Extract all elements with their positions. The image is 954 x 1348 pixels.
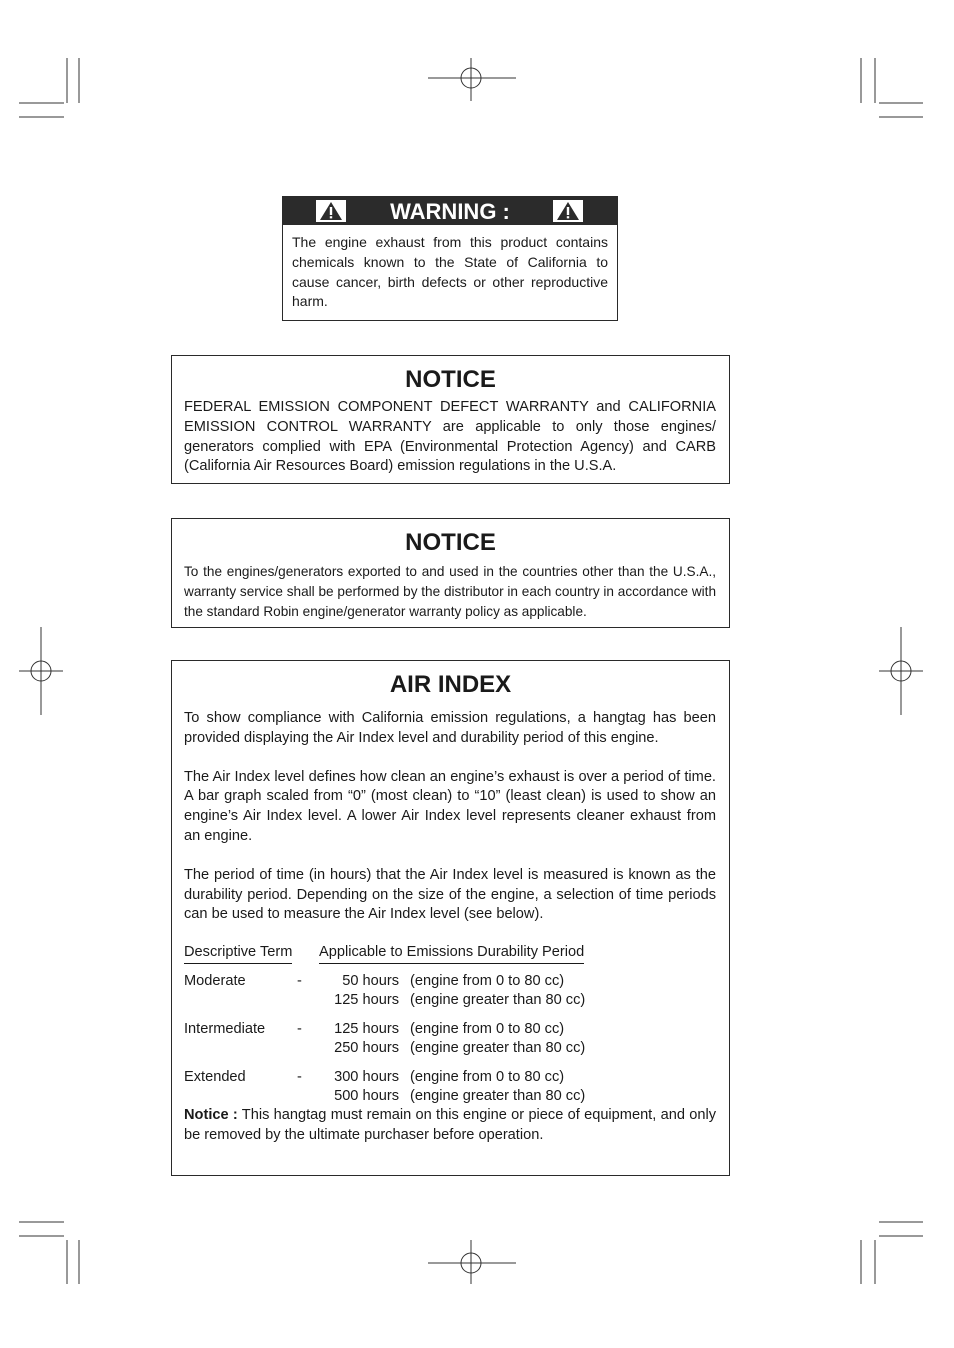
hours-value: 125 hours bbox=[334, 1021, 399, 1038]
table-row bbox=[184, 973, 716, 1013]
hours-value: 250 hours bbox=[334, 1040, 399, 1057]
air-index-box bbox=[171, 660, 730, 1176]
registration-mark-icon bbox=[428, 58, 516, 101]
air-index-paragraph: The period of time (in hours) that the Air Index level is measured is known as the durability period. Depending on the size of the engine, a selection of time periods can be used to measure the Air Index level (see below). bbox=[184, 866, 716, 923]
hangtag-notice bbox=[184, 1106, 716, 1146]
air-index-title: AIR INDEX bbox=[389, 671, 512, 698]
notice-title: NOTICE bbox=[405, 366, 496, 393]
warning-title: WARNING : bbox=[390, 199, 510, 224]
air-index-paragraph: The Air Index level defines how clean an engine’s exhaust is over a period of time. A bar graph scaled from “0” (most clean) to “10” (least clean) is used to show an engine’s Air Index level. A lower Air Index level represents cleaner exhaust from an engine. bbox=[184, 768, 716, 844]
durability-table bbox=[184, 944, 716, 1106]
term-dash: - bbox=[297, 1021, 302, 1038]
engine-size-desc: (engine greater than 80 cc) bbox=[410, 1088, 586, 1105]
table-header-period: Applicable to Emissions Durability Period bbox=[319, 944, 584, 964]
hours-value: 125 hours bbox=[334, 992, 399, 1009]
hangtag-notice-label: Notice : bbox=[184, 1107, 238, 1124]
term-dash: - bbox=[297, 1069, 302, 1086]
hours-value: 500 hours bbox=[334, 1088, 399, 1105]
hours-value: 50 hours bbox=[342, 973, 399, 990]
warning-header bbox=[283, 197, 617, 225]
table-row bbox=[184, 1069, 716, 1109]
air-index-paragraph: To show compliance with California emission regulations, a hangtag has been provided displaying the Air Index level and durability period of this engine. bbox=[184, 710, 716, 746]
notice-title: NOTICE bbox=[405, 529, 496, 556]
term-label: Extended bbox=[184, 1069, 246, 1086]
engine-size-desc: (engine greater than 80 cc) bbox=[410, 1040, 586, 1057]
export-notice-box bbox=[171, 518, 730, 628]
hangtag-notice-text: This hangtag must remain on this engine or piece of equipment, and only be removed by the ultimate purchaser before operation. bbox=[184, 1107, 717, 1143]
table-header-term: Descriptive Term bbox=[184, 944, 292, 964]
term-dash: - bbox=[297, 973, 302, 990]
federal-notice-text: FEDERAL EMISSION COMPONENT DEFECT WARRANTY and CALIFORNIA EMISSION CONTROL WARRANTY are applicable to only those engines/ generators complied with EPA (Environmental Protection Agency) and CARB (California Air Resources Board) emission regulations in the U.S.A. bbox=[184, 399, 716, 475]
term-label: Intermediate bbox=[184, 1021, 266, 1038]
engine-size-desc: (engine greater than 80 cc) bbox=[410, 992, 586, 1009]
table-row bbox=[184, 1021, 716, 1061]
engine-size-desc: (engine from 0 to 80 cc) bbox=[410, 973, 565, 990]
term-label: Moderate bbox=[184, 973, 246, 990]
warning-box bbox=[282, 196, 618, 321]
export-notice-text: To the engines/generators exported to and used in the countries other than the U.S.A., warranty service shall be performed by the distributor in each country in accordance with the standard Robin engine/generator warranty policy as applicable. bbox=[184, 564, 716, 619]
federal-notice-box bbox=[171, 355, 730, 484]
warning-triangle-icon bbox=[553, 200, 583, 222]
warning-text: The engine exhaust from this product contains chemicals known to the State of California to cause cancer, birth defects or other reproductive harm. bbox=[292, 234, 608, 310]
engine-size-desc: (engine from 0 to 80 cc) bbox=[410, 1069, 565, 1086]
hours-value: 300 hours bbox=[334, 1069, 399, 1086]
engine-size-desc: (engine from 0 to 80 cc) bbox=[410, 1021, 565, 1038]
